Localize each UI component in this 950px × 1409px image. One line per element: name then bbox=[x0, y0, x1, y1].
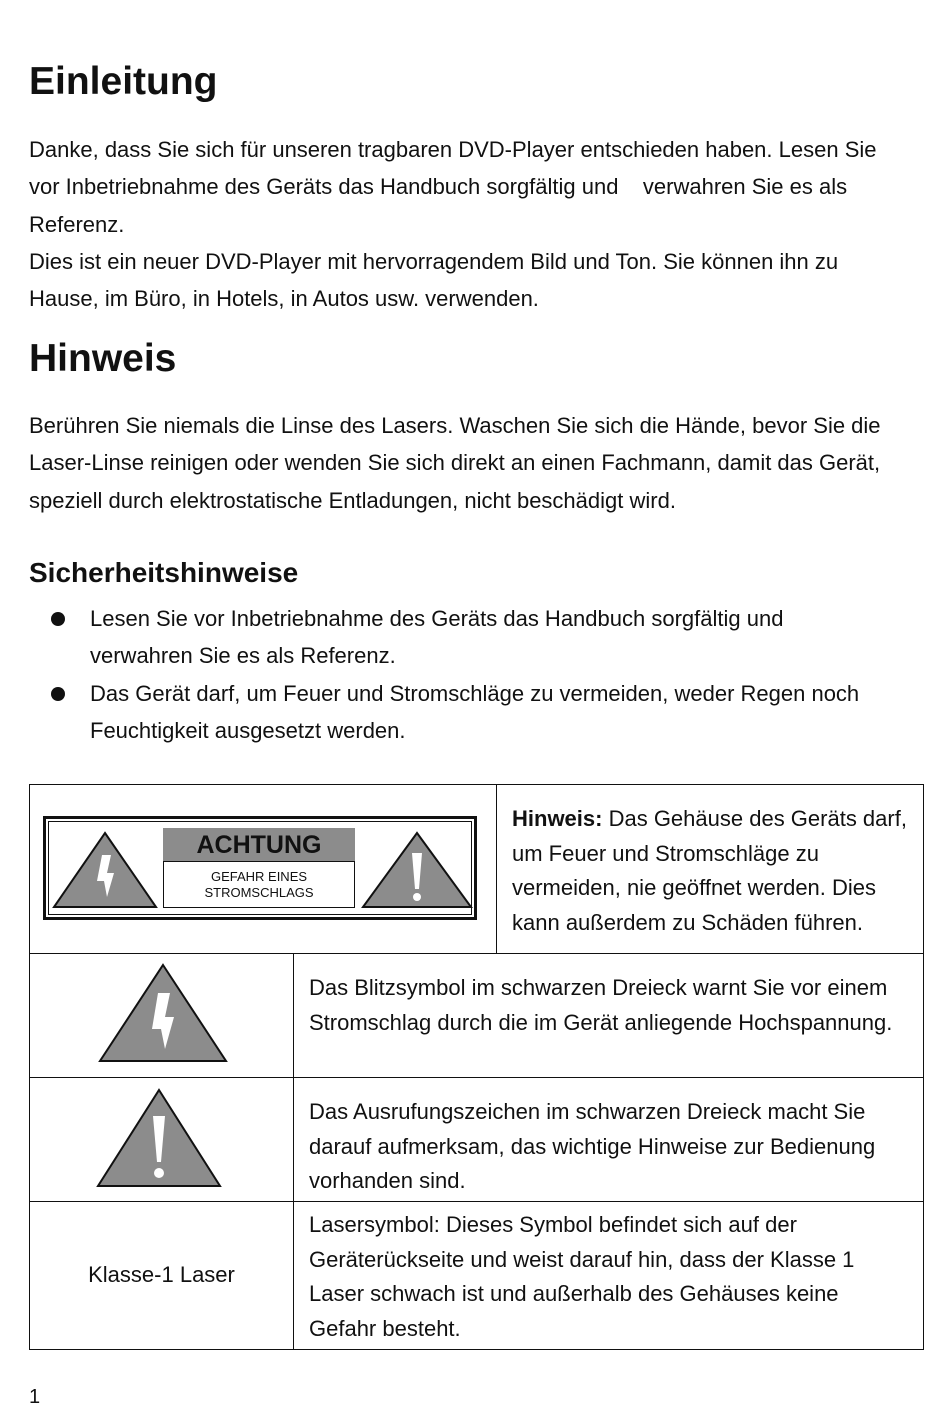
bullet-1-line2: verwahren Sie es als Referenz. bbox=[90, 643, 396, 669]
warning-label bbox=[43, 816, 477, 920]
laser-class-cell bbox=[30, 1202, 294, 1350]
intro-paragraph-2 bbox=[29, 243, 922, 318]
table-row bbox=[30, 1078, 924, 1202]
page-number: 1 bbox=[29, 1386, 41, 1408]
intro-p2-line1: Dies ist ein neuer DVD-Player mit hervorragendem Bild und Ton. Sie können ihn zu bbox=[29, 249, 839, 274]
laser-description-cell bbox=[294, 1202, 924, 1350]
table-row bbox=[30, 954, 924, 1078]
table-row bbox=[30, 1202, 924, 1350]
laser-class-label: Klasse-1 Laser bbox=[88, 1262, 235, 1287]
hinweis-line3: speziell durch elektrostatische Entladungen, nicht beschädigt wird. bbox=[29, 487, 676, 513]
intro-p1-line3: Referenz. bbox=[29, 211, 125, 237]
bullet-1-line1: Lesen Sie vor Inbetriebnahme des Geräts das Handbuch sorgfältig und bbox=[90, 606, 784, 631]
exclamation-warning-icon bbox=[96, 1088, 222, 1188]
intro-paragraph-1 bbox=[29, 131, 922, 243]
safety-symbols-table bbox=[29, 784, 924, 1350]
lightning-description: Das Blitzsymbol im schwarzen Dreieck warnt Sie vor einem Stromschlag durch die im Gerät anliegende Hochspannung. bbox=[309, 975, 893, 1035]
bullet-2-line1: Das Gerät darf, um Feuer und Stromschläge zu vermeiden, weder Regen noch bbox=[90, 680, 860, 706]
hinweis-paragraph bbox=[29, 407, 922, 519]
exclamation-warning-icon bbox=[361, 831, 473, 909]
section-title-sicherheitshinweise: Sicherheitshinweise bbox=[29, 557, 299, 588]
safety-bullet-list bbox=[29, 600, 922, 749]
intro-p2-line2: Hause, im Büro, in Hotels, in Autos usw. verwenden. bbox=[29, 286, 539, 312]
hinweis-line2: Laser-Linse reinigen oder wenden Sie sich direkt an einen Fachmann, damit das Gerät, bbox=[29, 450, 881, 476]
achtung-subtext: GEFAHR EINES STROMSCHLAGS bbox=[163, 861, 355, 908]
intro-p1-line2: vor Inbetriebnahme des Geräts das Handbuch sorgfältig und verwahren Sie es als bbox=[29, 174, 848, 200]
section-title-hinweis: Hinweis bbox=[29, 337, 177, 380]
intro-p1-line1: Danke, dass Sie sich für unseren tragbaren DVD-Player entschieden haben. Lesen Sie bbox=[29, 137, 877, 162]
bullet-2-line2: Feuchtigkeit ausgesetzt werden. bbox=[90, 717, 406, 743]
lightning-warning-icon bbox=[98, 963, 228, 1063]
table-row bbox=[30, 785, 924, 954]
lightning-warning-icon bbox=[52, 831, 158, 909]
bullet-icon bbox=[51, 612, 65, 626]
bullet-icon bbox=[51, 687, 65, 701]
notice-text: Das Gehäuse des Geräts darf, um Feuer und Stromschläge zu vermeiden, nie geöffnet werden. Dies kann außerdem zu Schäden führen. bbox=[512, 806, 907, 935]
hinweis-line1: Berühren Sie niemals die Linse des Lasers. Waschen Sie sich die Hände, bevor Sie die bbox=[29, 413, 881, 438]
exclamation-symbol-cell bbox=[30, 1078, 294, 1202]
section-title-einleitung: Einleitung bbox=[29, 60, 218, 103]
list-item bbox=[29, 675, 922, 750]
list-item bbox=[29, 600, 922, 675]
warning-label-cell bbox=[30, 785, 497, 954]
achtung-heading: ACHTUNG bbox=[163, 828, 355, 861]
lightning-description-cell bbox=[294, 954, 924, 1078]
lightning-symbol-cell bbox=[30, 954, 294, 1078]
notice-bold-label: Hinweis: bbox=[512, 806, 603, 831]
exclamation-description-cell bbox=[294, 1078, 924, 1202]
exclamation-description: Das Ausrufungszeichen im schwarzen Dreieck macht Sie darauf aufmerksam, das wichtige Hinweise zur Bedienung vorhanden sind. bbox=[309, 1099, 876, 1193]
notice-text-cell bbox=[497, 785, 924, 954]
laser-description: Lasersymbol: Dieses Symbol befindet sich auf der Geräterückseite und weist darauf hin, dass der Klasse 1 Laser schwach ist und außerhalb des Gehäuses keine Gefahr besteht. bbox=[309, 1212, 855, 1341]
